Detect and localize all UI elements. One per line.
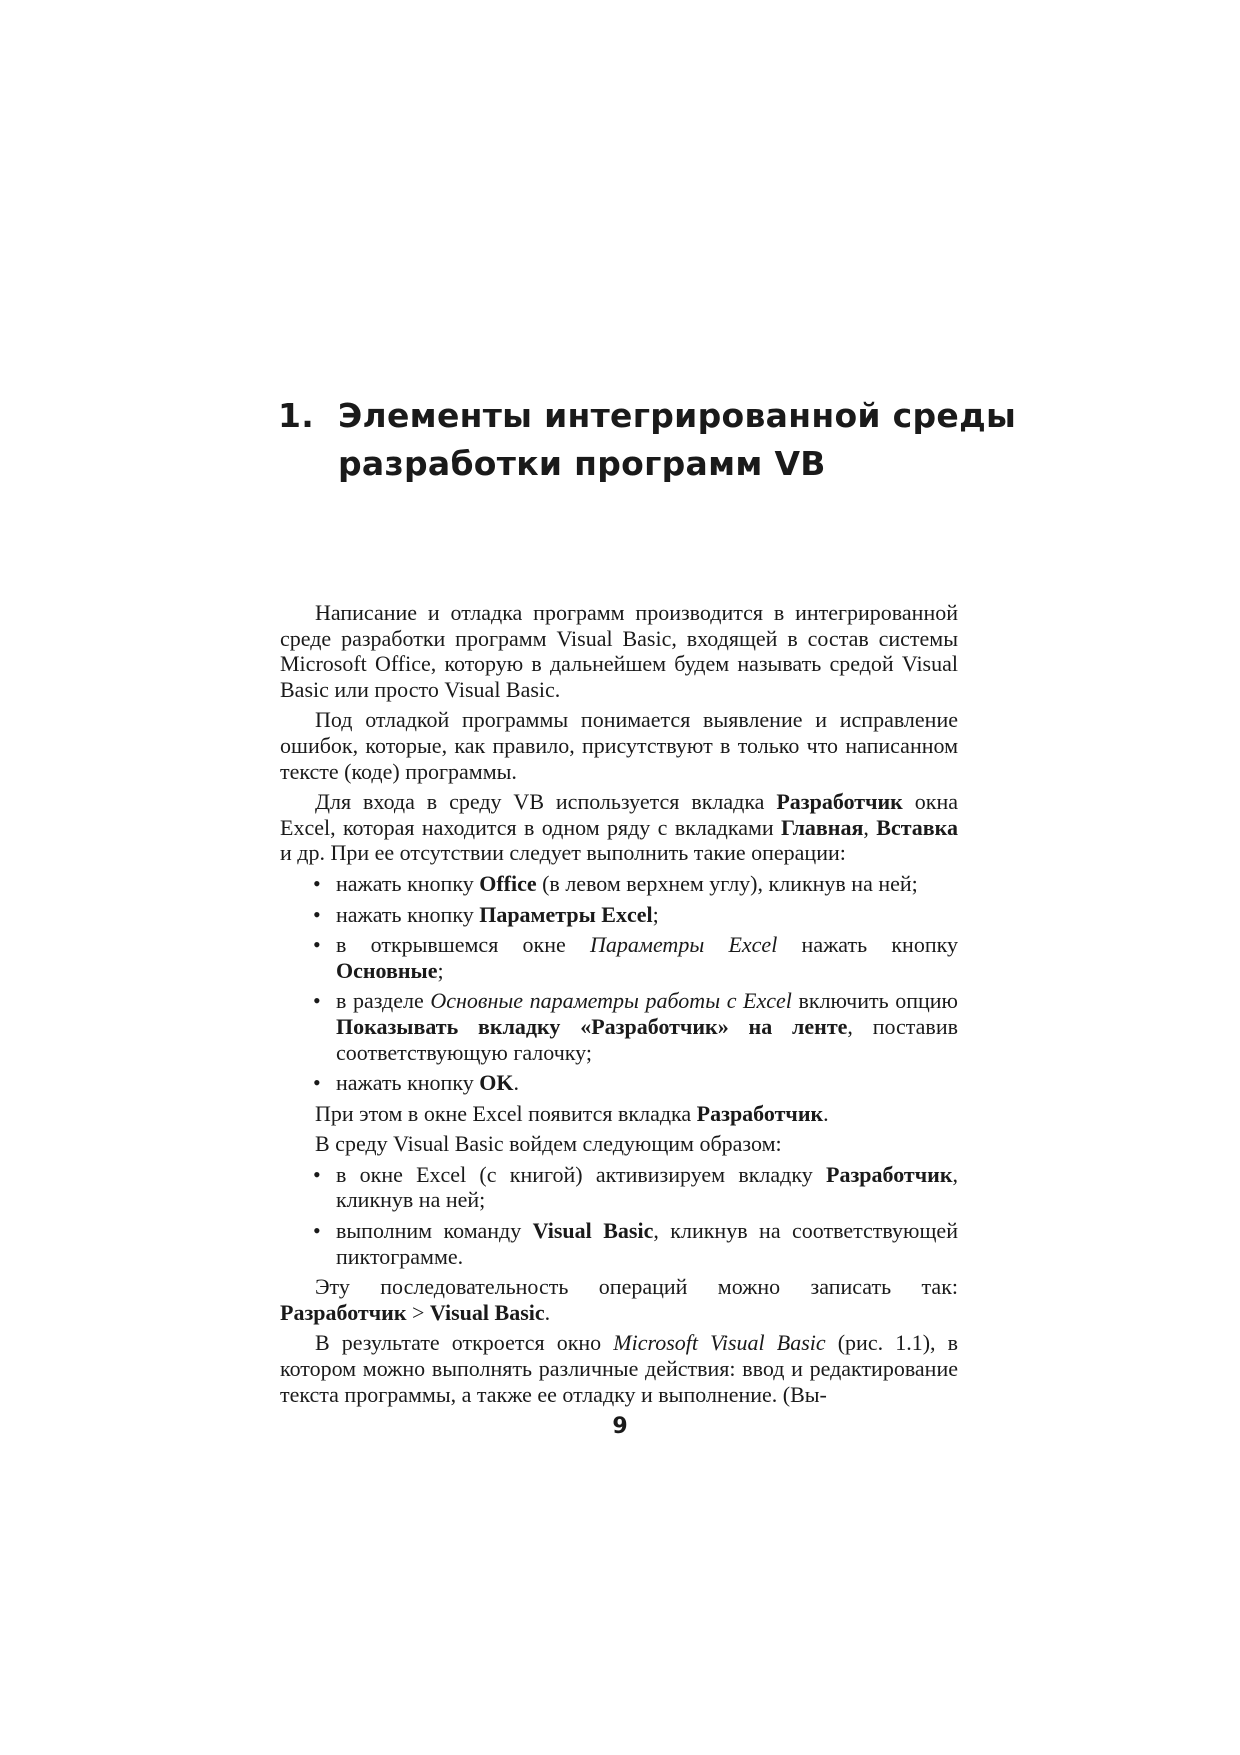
text-run: ; <box>652 901 659 927</box>
bold-run: Office <box>479 870 537 896</box>
heading-line-1 <box>278 392 1017 440</box>
text-run: . <box>823 1100 829 1126</box>
text-run: . <box>544 1299 551 1325</box>
text-run: окна Excel, которая находится в одном ряду с вкладками <box>280 789 958 840</box>
bold-run: Разработчик <box>696 1100 824 1126</box>
text-run: включить опцию <box>791 988 958 1014</box>
paragraph-1: Написание и отладка программ производится в интегрированной среде разработки программ Visual Basic, входящей в состав системы Microsoft Office, которую в дальнейшем будем называть средой Visual Basic или просто Visual Basic. <box>280 600 958 702</box>
chapter-heading <box>278 392 1017 488</box>
italic-run: Основные параметры работы с Excel <box>430 988 792 1014</box>
heading-text-1: Элементы интегрированной среды <box>338 396 1017 435</box>
bold-run: Показывать вкладку «Разработчик» на ленте <box>336 1013 848 1039</box>
italic-run: Параметры Excel <box>590 932 778 958</box>
paragraph-7 <box>280 1330 958 1407</box>
text-run: В результате откроется окно <box>315 1330 614 1356</box>
text-run: в разделе <box>336 988 431 1014</box>
list-item <box>280 871 958 897</box>
text-run: нажать кнопку <box>336 870 480 896</box>
paragraph-4 <box>280 1101 958 1127</box>
text-run: , поставив соответствующую галочку; <box>336 1013 958 1065</box>
bold-run: Разработчик <box>776 789 903 815</box>
paragraph-5: В среду Visual Basic войдем следующим образом: <box>315 1131 782 1157</box>
bullet: • <box>313 870 321 896</box>
list-item <box>280 988 958 1065</box>
heading-line-2: разработки программ VB <box>338 444 826 483</box>
bullet: • <box>313 1070 321 1096</box>
text-run: При этом в окне Excel появится вкладка <box>315 1100 697 1126</box>
text-run: в открывшемся окне <box>336 932 591 958</box>
text-run: нажать кнопку <box>777 932 958 958</box>
text-run: , кликнув на соответствующей пиктограмме. <box>336 1218 958 1269</box>
bullet: • <box>313 1218 321 1244</box>
text-run: , кликнув на ней; <box>336 1161 958 1213</box>
list-item <box>280 1162 958 1213</box>
body-text <box>280 600 958 1412</box>
text-run: ; <box>437 957 444 983</box>
text-run: Для входа в среду VB используется вкладка <box>315 789 777 815</box>
bullet: • <box>313 932 321 958</box>
paragraph-2: Под отладкой программы понимается выявление и исправление ошибок, которые, как правило, присутствуют в только что написанном тексте (коде) программы. <box>280 707 958 784</box>
bold-run: Visual Basic <box>429 1299 545 1325</box>
text-run: нажать кнопку <box>336 1070 480 1096</box>
italic-run: Microsoft Visual Basic <box>613 1330 826 1356</box>
bold-run: Главная <box>781 814 864 840</box>
bullet: • <box>313 901 321 927</box>
bullet: • <box>313 988 321 1014</box>
steps-list <box>280 871 958 1096</box>
paragraph-3 <box>280 789 958 866</box>
text-run: , <box>863 814 877 840</box>
bold-run: Основные <box>336 957 438 983</box>
list-item <box>280 1070 958 1096</box>
text-run: (рис. 1.1), в котором можно выполнять различные действия: ввод и редактирование текста программы, а также ее отладку и выполнение. (Вы- <box>280 1330 958 1407</box>
entry-steps-list <box>280 1162 958 1269</box>
bold-run: Разработчик <box>826 1161 953 1187</box>
list-item <box>280 1218 958 1269</box>
bullet: • <box>313 1161 321 1187</box>
bold-run: OK <box>479 1070 514 1096</box>
text-run: Эту последовательность операций можно записать так: <box>315 1274 958 1300</box>
text-run: . <box>513 1070 519 1096</box>
text-run: (в левом верхнем углу), кликнув на ней; <box>536 870 918 896</box>
text-run: выполним команду <box>336 1218 533 1244</box>
bold-run: Разработчик <box>280 1299 407 1325</box>
text-run: в окне Excel (с книгой) активизируем вкладку <box>336 1161 826 1187</box>
chapter-number: 1. <box>278 396 315 435</box>
list-item <box>280 902 958 928</box>
list-item <box>280 932 958 983</box>
text-run: > <box>406 1299 430 1325</box>
paragraph-6 <box>280 1274 958 1325</box>
bold-run: Visual Basic <box>532 1218 654 1244</box>
bold-run: Параметры Excel <box>479 901 653 927</box>
bold-run: Вставка <box>876 814 959 840</box>
text-run: и др. При ее отсутствии следует выполнить такие операции: <box>280 840 846 866</box>
text-run: нажать кнопку <box>336 901 480 927</box>
page-number: 9 <box>612 1414 628 1439</box>
